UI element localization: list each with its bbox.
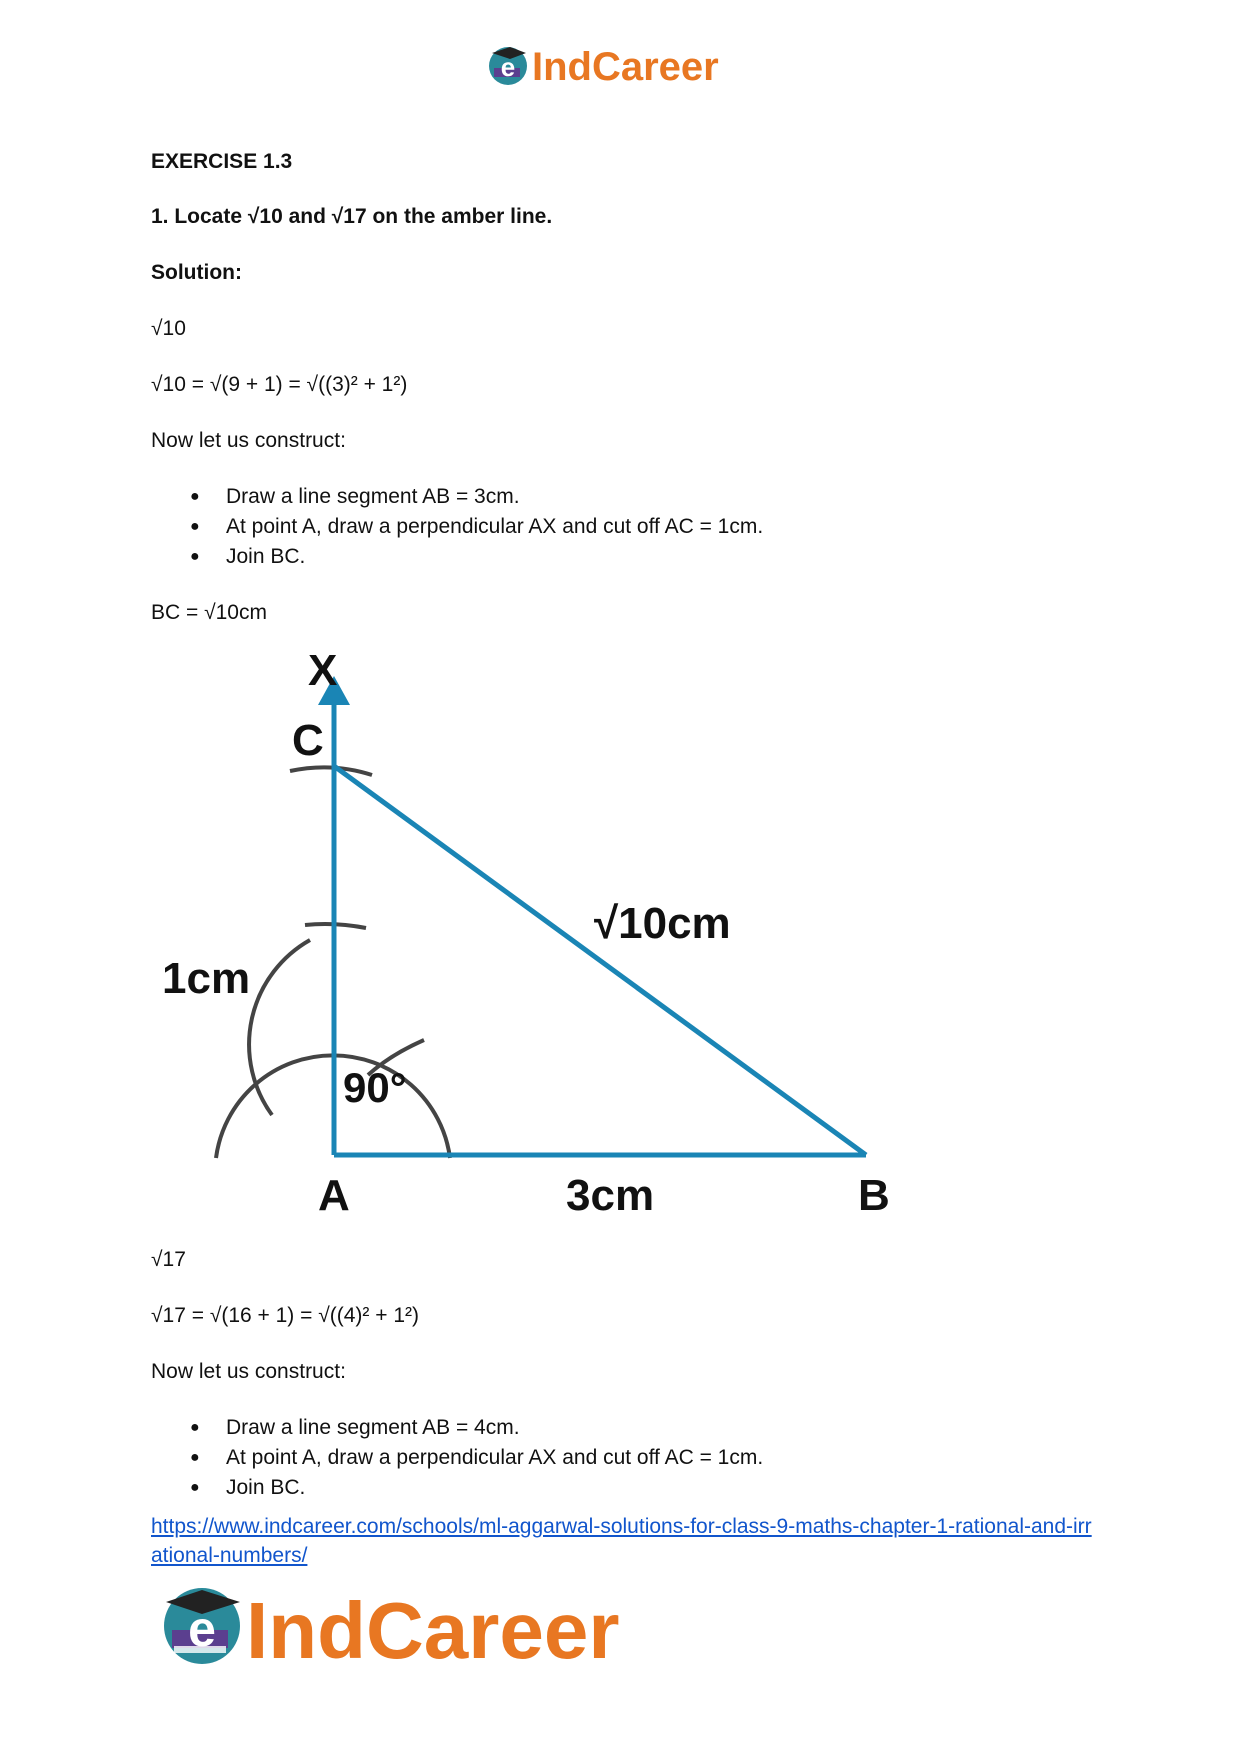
list-item: ● Draw a line segment AB = 4cm. — [190, 1416, 520, 1439]
arc-c-mark — [290, 767, 372, 775]
part2-heading: √17 — [151, 1248, 186, 1271]
arc-1cm — [249, 940, 310, 1115]
list-item: ● Join BC. — [190, 1476, 306, 1499]
logo-wordmark: IndCareer — [532, 45, 719, 89]
part2-steps — [185, 1413, 763, 1503]
list-item: ● At point A, draw a perpendicular AX and cut off AC = 1cm. — [190, 515, 764, 538]
label-a: A — [318, 1171, 350, 1220]
exercise-title: EXERCISE 1.3 — [151, 150, 293, 173]
part2-intro: Now let us construct: — [151, 1360, 346, 1383]
part1-equation: √10 = √(9 + 1) = √((3)² + 1²) — [151, 373, 408, 396]
construction-diagram — [150, 650, 910, 1220]
list-item: ● Draw a line segment AB = 3cm. — [190, 485, 520, 508]
part1-result: BC = √10cm — [151, 601, 267, 624]
logo-wordmark: IndCareer — [246, 1586, 620, 1672]
label-ac-length: 1cm — [162, 954, 251, 1003]
indcareer-logo-bottom — [160, 1580, 705, 1672]
part1-steps — [185, 482, 763, 572]
label-angle: 90° — [343, 1064, 407, 1111]
label-x: X — [308, 650, 338, 695]
svg-text:e: e — [500, 52, 516, 82]
label-bc-length: √10cm — [594, 899, 731, 948]
svg-text:e: e — [188, 1601, 216, 1657]
label-b: B — [858, 1171, 890, 1220]
list-item: ● At point A, draw a perpendicular AX and cut off AC = 1cm. — [190, 1446, 764, 1469]
solution-label: Solution: — [151, 261, 242, 284]
indcareer-logo-top — [486, 38, 766, 94]
part2-equation: √17 = √(16 + 1) = √((4)² + 1²) — [151, 1304, 420, 1327]
line-bc — [334, 766, 866, 1155]
part1-heading: √10 — [151, 317, 186, 340]
source-link[interactable]: https://www.indcareer.com/schools/ml-aggarwal-solutions-for-class-9-maths-chapter-1-rational-and-irrational-numbers/ — [151, 1515, 1092, 1567]
label-c: C — [292, 716, 324, 765]
question-text: 1. Locate √10 and √17 on the amber line. — [151, 205, 553, 228]
part1-intro: Now let us construct: — [151, 429, 346, 452]
list-item: ● Join BC. — [190, 545, 306, 568]
label-ab-length: 3cm — [566, 1171, 655, 1220]
